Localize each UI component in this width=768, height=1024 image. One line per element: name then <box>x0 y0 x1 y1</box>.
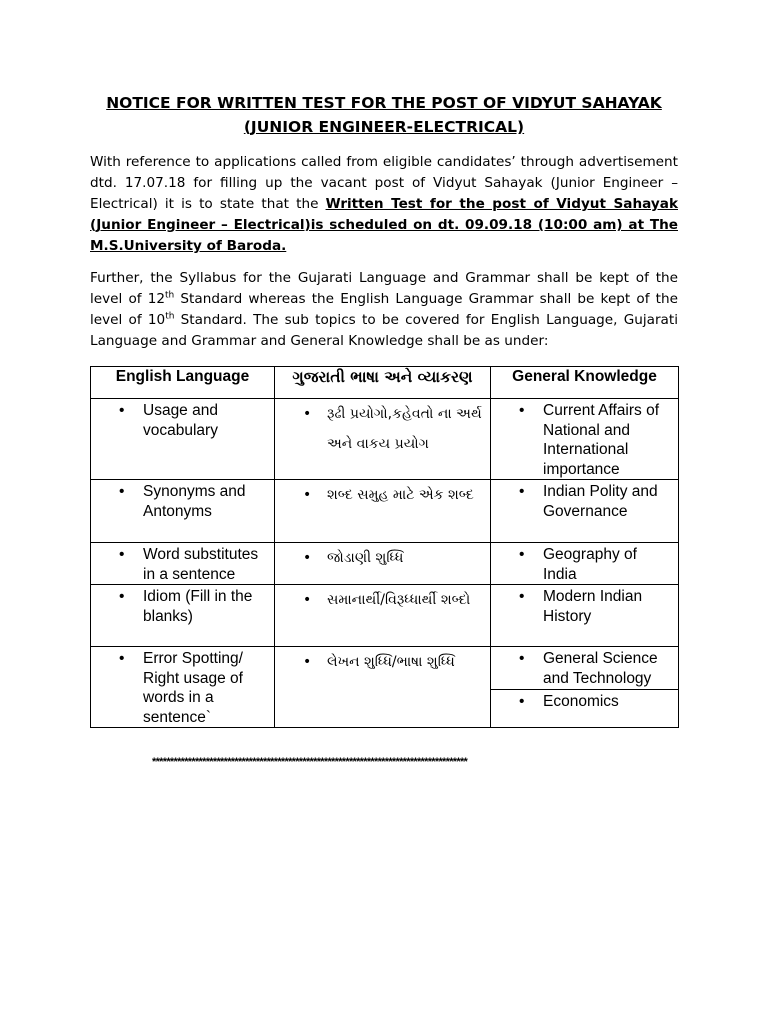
gk-cell <box>491 647 679 728</box>
paragraph-reference-bold: Written Test for the post of Vidyut Sahayak (Junior Engineer – Electrical)is scheduled on dt. 09.09.18 (10:00 am) at The M.S.University of Baroda. <box>90 196 678 254</box>
bullet-icon: • <box>119 546 125 563</box>
table-row <box>91 480 679 543</box>
notice-title-line2: (JUNIOR ENGINEER-ELECTRICAL) <box>243 118 525 136</box>
header-english-language: English Language <box>91 367 275 399</box>
gk-topic: Geography of India <box>543 546 637 583</box>
bullet-icon: • <box>519 588 525 605</box>
bullet-icon: • <box>303 550 312 566</box>
table-row <box>91 585 679 647</box>
english-cell <box>91 480 275 543</box>
bullet-icon: • <box>119 650 125 667</box>
syllabus-table <box>90 366 679 728</box>
bullet-icon: • <box>303 406 312 422</box>
bullet-icon: • <box>519 650 525 667</box>
gk-cell <box>491 543 679 585</box>
english-topic: Usage and vocabulary <box>143 402 218 439</box>
notice-title-line1: NOTICE FOR WRITTEN TEST FOR THE POST OF VIDYUT SAHAYAK <box>106 94 662 112</box>
gujarati-topic: રૂઢી પ્રયોગો,કહેવતો ના અર્થ અને વાકય પ્રયોગ <box>327 406 482 452</box>
bullet-icon: • <box>303 487 312 503</box>
gujarati-topic: શબ્દ સમુહ માટે એક શબ્દ <box>327 487 474 503</box>
table-row <box>91 543 679 585</box>
end-separator: **************************************************************************************** <box>152 756 468 768</box>
gujarati-cell <box>275 585 491 647</box>
bullet-icon: • <box>303 592 312 608</box>
gk-topic: Modern Indian History <box>543 588 643 625</box>
table-header-row <box>91 367 679 399</box>
gk-topic: General Science and Technology <box>543 650 658 687</box>
bullet-icon: • <box>119 588 125 605</box>
gk-topic: Economics <box>543 693 619 710</box>
paragraph-syllabus <box>90 268 678 352</box>
english-cell <box>91 647 275 728</box>
bullet-icon: • <box>119 402 125 419</box>
bullet-icon: • <box>519 483 525 500</box>
header-general-knowledge: General Knowledge <box>491 367 679 399</box>
english-cell <box>91 585 275 647</box>
english-topic: Synonyms and Antonyms <box>143 483 246 520</box>
paragraph-syllabus-part1: Further, the Syllabus for the Gujarati Language and Grammar shall be kept of the level of 12 <box>90 270 678 307</box>
gujarati-topic: જોડાણી શુધ્ધિ <box>327 550 404 566</box>
gk-topic: Indian Polity and Governance <box>543 483 658 520</box>
gujarati-topic: સમાનાર્થી/વિરૂધ્ધાર્થી શબ્દો <box>327 592 471 608</box>
superscript-th: th <box>165 290 175 301</box>
gk-cell <box>491 399 679 480</box>
english-topic: Error Spotting/ Right usage of words in a sentence` <box>143 650 243 726</box>
english-topic: Idiom (Fill in the blanks) <box>143 588 253 625</box>
bullet-icon: • <box>303 654 312 670</box>
superscript-th: th <box>165 311 175 322</box>
gk-cell <box>491 480 679 543</box>
bullet-icon: • <box>519 402 525 419</box>
table-row <box>91 399 679 480</box>
paragraph-reference-text: With reference to applications called from eligible candidates’ through advertisement dtd. 17.07.18 for filling up the vacant post of Vidyut Sahayak (Junior Engineer – Electrical) it is to state that the <box>90 154 678 212</box>
bullet-icon: • <box>119 483 125 500</box>
paragraph-reference <box>90 152 678 257</box>
gujarati-topic: લેખન શુધ્ધિ/ભાષા શુધ્ધિ <box>327 654 455 670</box>
gujarati-cell <box>275 647 491 728</box>
paragraph-syllabus-part3: Standard. The sub topics to be covered for English Language, Gujarati Language and Grammar and General Knowledge shall be as under: <box>90 312 678 349</box>
gujarati-cell <box>275 543 491 585</box>
table-row <box>91 647 679 728</box>
paragraph-syllabus-part2: Standard whereas the English Language Grammar shall be kept of the level of 10 <box>90 291 678 328</box>
gk-cell <box>491 585 679 647</box>
gk-topic: Current Affairs of National and International importance <box>543 402 660 478</box>
english-cell <box>91 543 275 585</box>
gujarati-cell <box>275 480 491 543</box>
english-cell <box>91 399 275 480</box>
english-topic: Word substitutes in a sentence <box>143 546 259 583</box>
header-gujarati-language: ગુજરાતી ભાષા અને વ્યાકરણ <box>275 367 491 399</box>
bullet-icon: • <box>519 693 525 710</box>
bullet-icon: • <box>519 546 525 563</box>
gujarati-cell <box>275 399 491 480</box>
